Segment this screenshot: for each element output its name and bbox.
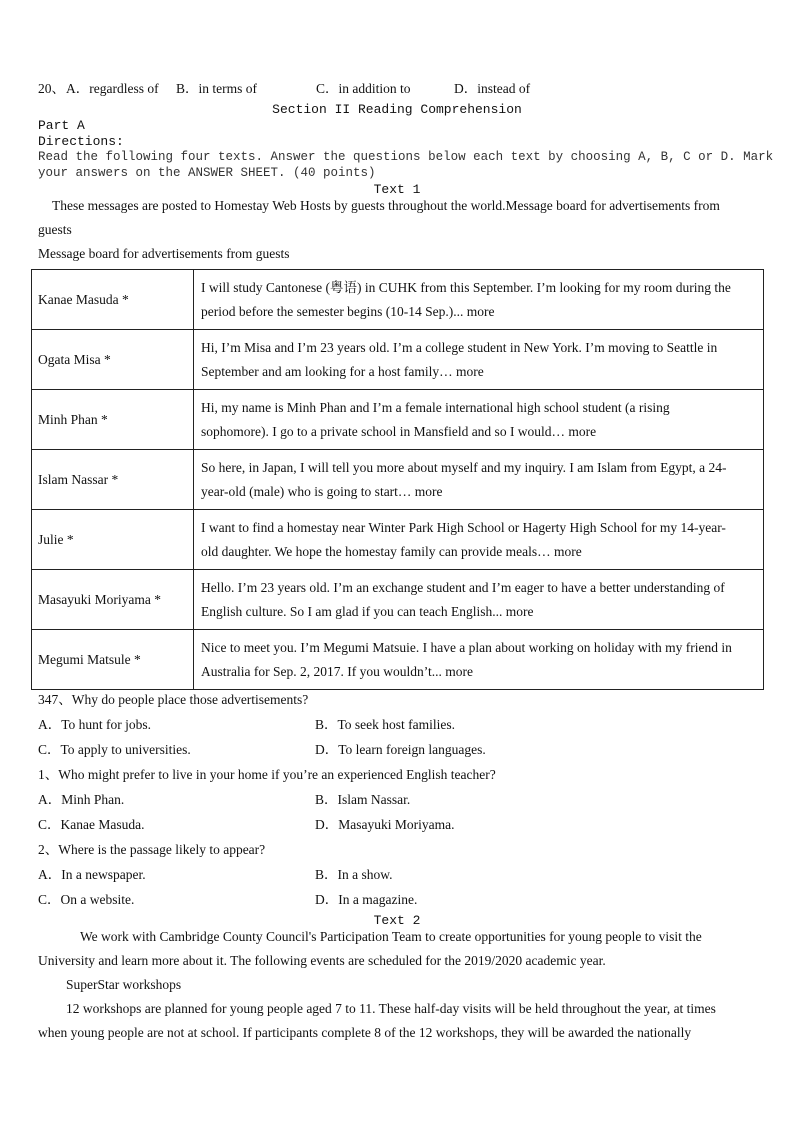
- section-title: Section II Reading Comprehension: [272, 102, 522, 117]
- message-line: September and am looking for a host family… more: [201, 364, 484, 379]
- guest-message: [194, 330, 764, 390]
- option-b: B．To seek host families.: [315, 717, 456, 732]
- message-line: Hello. I’m 23 years old. I’m an exchange student and I’m eager to have a better understanding of: [201, 580, 725, 595]
- table-row: [32, 270, 764, 330]
- message-line: year-old (male) who is going to start… more: [201, 484, 443, 499]
- guest-name: Megumi Matsule *: [32, 630, 194, 690]
- table-row: [32, 570, 764, 630]
- message-line: Australia for Sep. 2, 2017. If you wouldn’t... more: [201, 664, 473, 679]
- option-d: D．Masayuki Moriyama.: [315, 817, 455, 832]
- option-b: B．In a show.: [315, 867, 393, 882]
- option-c: C．To apply to universities.: [38, 742, 191, 757]
- option-b: B．Islam Nassar.: [315, 792, 411, 807]
- message-line: old daughter. We hope the homestay family can provide meals… more: [201, 544, 582, 559]
- message-line: Nice to meet you. I’m Megumi Matsuie. I have a plan about working on holiday with my friend in: [201, 640, 732, 655]
- guest-message: [194, 450, 764, 510]
- table-row: [32, 510, 764, 570]
- option-a: A．Minh Phan.: [38, 792, 125, 807]
- text1-heading: Text 1: [373, 182, 421, 197]
- message-line: I want to find a homestay near Winter Park High School or Hagerty High School for my 14-year-: [201, 520, 726, 535]
- text2-subheading: SuperStar workshops: [66, 977, 182, 992]
- option-d: D．In a magazine.: [315, 892, 418, 907]
- text2-para2-line1: 12 workshops are planned for young people aged 7 to 11. These half-day visits will be held throughout the year, at times: [66, 1001, 716, 1016]
- directions-label: Directions:: [38, 134, 124, 149]
- table-row: [32, 330, 764, 390]
- guest-name: Minh Phan *: [32, 390, 194, 450]
- text1-intro-line2: guests: [38, 222, 72, 237]
- table-row: [32, 630, 764, 690]
- message-line: period before the semester begins (10-14 Sep.)... more: [201, 304, 495, 319]
- question-stem: 2、Where is the passage likely to appear?: [38, 842, 266, 857]
- table-row: [32, 390, 764, 450]
- directions-text-line1: Read the following four texts. Answer the questions below each text by choosing A, B, C or D. Mark: [38, 150, 774, 164]
- guest-name: Kanae Masuda *: [32, 270, 194, 330]
- guest-message: [194, 390, 764, 450]
- message-line: I will study Cantonese (粤语) in CUHK from this September. I’m looking for my room during the: [201, 280, 731, 295]
- message-line: English culture. So I am glad if you can teach English... more: [201, 604, 534, 619]
- directions-text-line2: your answers on the ANSWER SHEET. (40 points): [38, 166, 376, 180]
- guest-name: Masayuki Moriyama *: [32, 570, 194, 630]
- message-board-table: [31, 269, 764, 690]
- text2-para2-line2: when young people are not at school. If participants complete 8 of the 12 workshops, they will be awarded the nationally: [38, 1025, 692, 1040]
- board-caption: Message board for advertisements from guests: [38, 246, 290, 261]
- message-line: Hi, I’m Misa and I’m 23 years old. I’m a college student in New York. I’m moving to Seattle in: [201, 340, 718, 355]
- prev-option-a: A．regardless of: [66, 81, 159, 96]
- guest-name: Ogata Misa *: [32, 330, 194, 390]
- text2-para1-line2: University and learn more about it. The following events are scheduled for the 2019/2020 academic year.: [38, 953, 606, 968]
- prev-option-c: C．in addition to: [316, 81, 411, 96]
- prev-option-b: B．in terms of: [176, 81, 257, 96]
- guest-message: [194, 630, 764, 690]
- option-a: A．In a newspaper.: [38, 867, 146, 882]
- text1-intro-line1: These messages are posted to Homestay Web Hosts by guests throughout the world.Message board for advertisements from: [52, 198, 720, 213]
- message-line: So here, in Japan, I will tell you more about myself and my inquiry. I am Islam from Egypt, a 24-: [201, 460, 727, 475]
- question-stem: 1、Who might prefer to live in your home if you’re an experienced English teacher?: [38, 767, 496, 782]
- table-row: [32, 450, 764, 510]
- guest-message: [194, 570, 764, 630]
- guest-message: [194, 270, 764, 330]
- text2-para1-line1: We work with Cambridge County Council's Participation Team to create opportunities for young people to visit the: [80, 929, 702, 944]
- option-d: D．To learn foreign languages.: [315, 742, 486, 757]
- option-c: C．On a website.: [38, 892, 135, 907]
- message-line: sophomore). I go to a private school in Mansfield and so I would… more: [201, 424, 597, 439]
- option-a: A．To hunt for jobs.: [38, 717, 152, 732]
- option-c: C．Kanae Masuda.: [38, 817, 145, 832]
- part-label: Part A: [38, 118, 85, 133]
- text2-heading: Text 2: [373, 913, 421, 928]
- guest-name: Islam Nassar *: [32, 450, 194, 510]
- guest-message: [194, 510, 764, 570]
- prev-question-number: 20、: [38, 81, 65, 96]
- question-stem: 347、Why do people place those advertisements?: [38, 692, 309, 707]
- prev-option-d: D．instead of: [454, 81, 531, 96]
- guest-name: Julie *: [32, 510, 194, 570]
- message-line: Hi, my name is Minh Phan and I’m a female international high school student (a rising: [201, 400, 670, 415]
